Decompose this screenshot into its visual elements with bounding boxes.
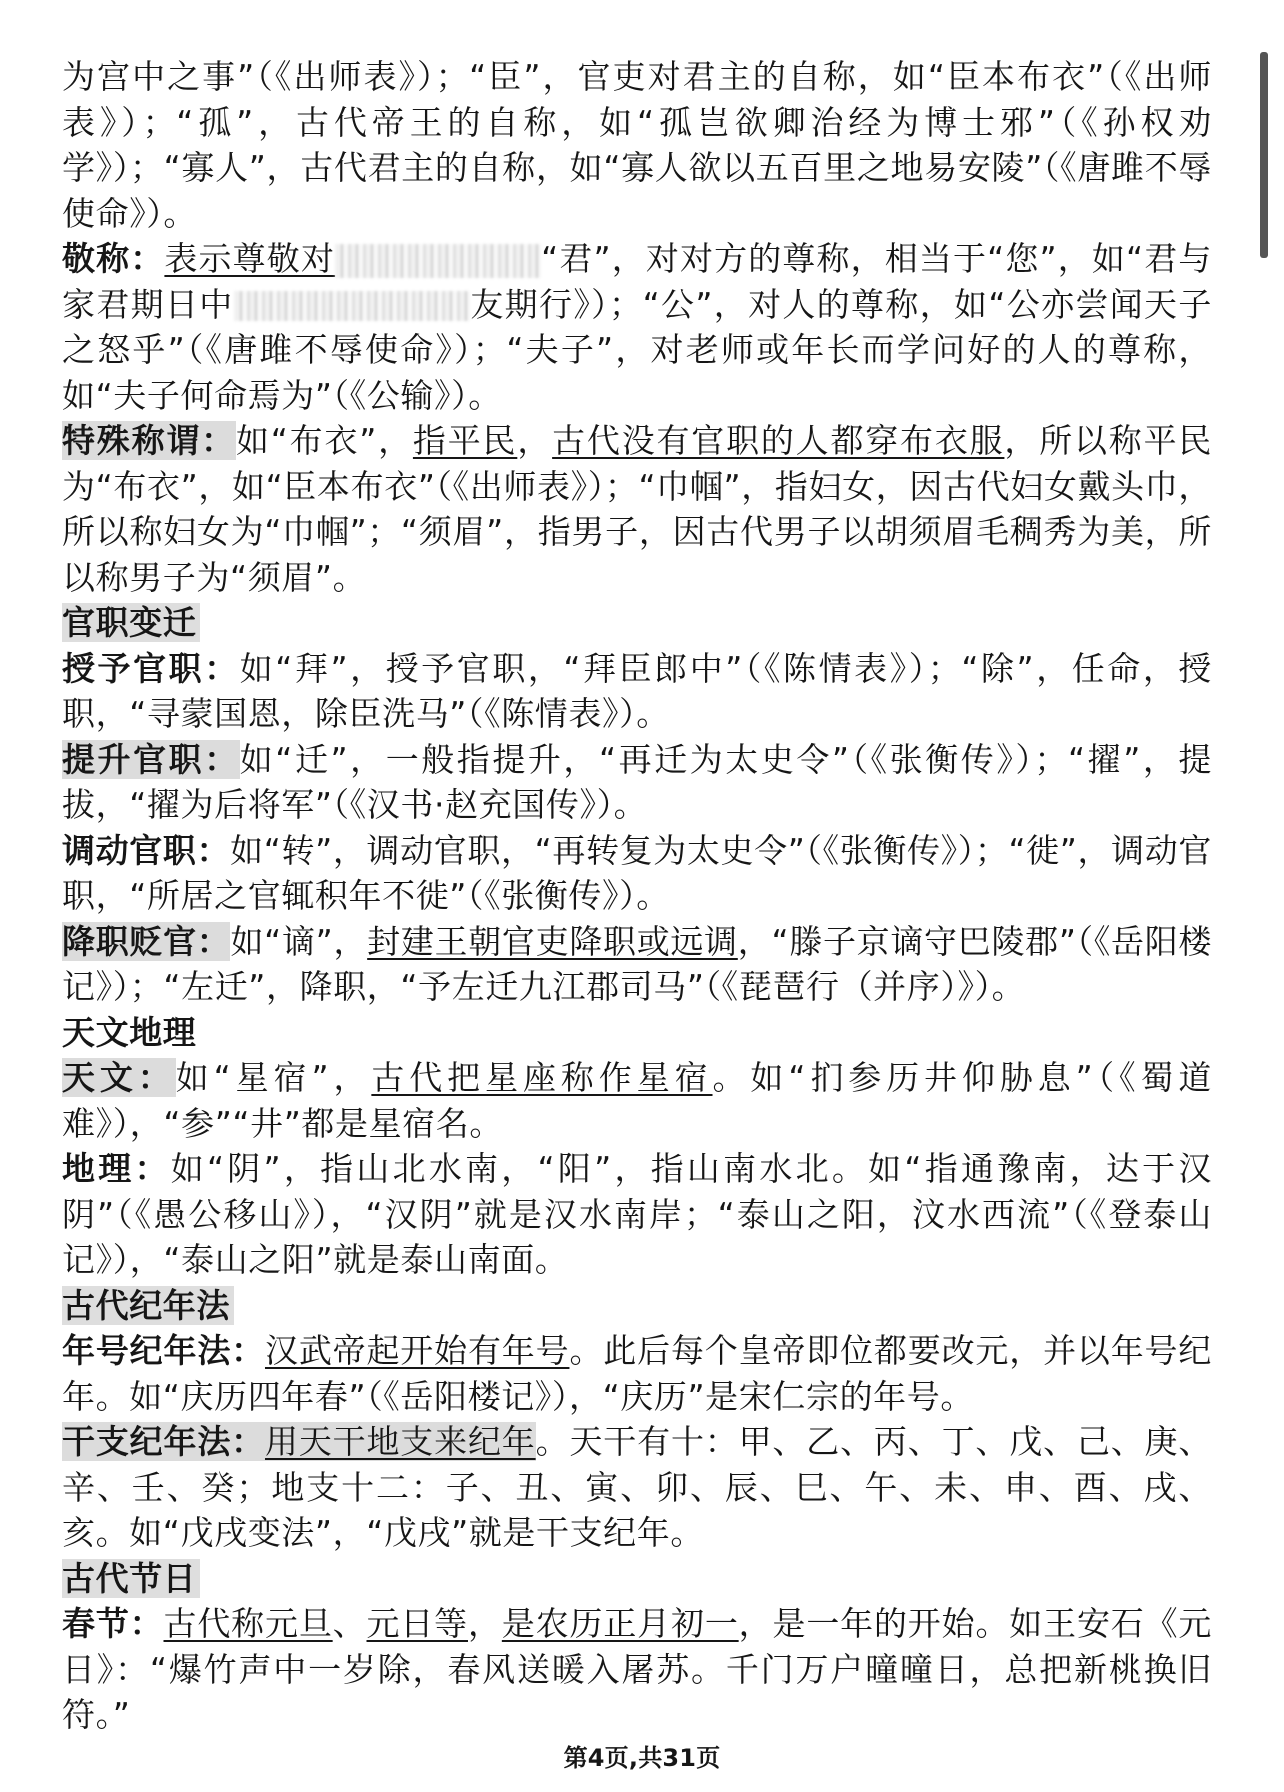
paragraph-ganzhi-chronology [62, 1419, 1212, 1556]
paragraph-text: 、 [332, 1604, 367, 1643]
paragraph-text: ，“滕子京谪守巴陵郡”（《岳阳楼记》）；“左迁”，降职，“予左迁九江郡司马”（《琵琶行（并序）》）。 [62, 921, 1213, 1006]
underlined-text: 古代称元旦 [163, 1604, 333, 1643]
paragraph-promotion [62, 737, 1212, 828]
paragraph-special-titles [62, 418, 1212, 600]
section-heading-astronomy-geography [62, 1010, 1212, 1056]
term-label: 特殊称谓： [62, 421, 236, 460]
paragraph-text: 。如“扪参历井仰胁息”（《蜀道难》），“参”“井”都是星宿名。 [62, 1058, 1212, 1143]
paragraph-text: ，是一年的开始。如王安石《元日》：“爆竹声中一岁除，春风送暖入屠苏。千门万户曈曈日，总把新桃换旧符。” [62, 1604, 1213, 1734]
section-heading-official-posts [62, 600, 1212, 646]
paragraph-astronomy [62, 1055, 1212, 1146]
paragraph-text: “君”，对对方的尊称，相当于“您”，如“君与家君期日中 [62, 239, 1212, 324]
underlined-text: 汉武帝起开始有年号 [264, 1331, 570, 1370]
underlined-text: 古代没有官职的人都穿布衣服 [552, 421, 1005, 460]
paragraph-text: 。此后每个皇帝即位都要改元，并以年号纪年。如“庆历四年春”（《岳阳楼记》），“庆历”是宋仁宗的年号。 [62, 1331, 1212, 1416]
term-label: 干支纪年法： [62, 1422, 265, 1461]
document-body [62, 54, 1212, 1738]
paragraph-text: ， [517, 421, 553, 460]
paragraph-text: ，所以称平民为“布衣”，如“臣本布衣”（《出师表》）；“巾帼”，指妇女，因古代妇女戴头巾，所以称妇女为“巾帼”；“须眉”，指男子，因古代男子以胡须眉毛稠秀为美，所以称男子为“须眉”。 [62, 421, 1212, 597]
paragraph-text: 如“阴”，指山北水南，“阳”，指山南水北。如“指通豫南，达于汉阴”（《愚公移山》），“汉阴”就是汉水南岸；“泰山之阳，汶水西流”（《登泰山记》），“泰山之阳”就是泰山南面。 [62, 1149, 1212, 1279]
paragraph-transfer [62, 828, 1212, 919]
underlined-text: 表示尊敬对 [164, 239, 336, 278]
heading-text: 官职变迁 [62, 603, 200, 642]
paragraph-text: 。天干有十：甲、乙、丙、丁、戊、己、庚、辛、壬、癸；地支十二：子、丑、寅、卯、辰、巳、午、未、申、酉、戌、亥。如“戊戌变法”，“戊戌”就是干支纪年。 [62, 1422, 1212, 1552]
paragraph-text: 为宫中之事”（《出师表》）；“臣”，官吏对君主的自称，如“臣本布衣”（《出师表》）；“孤”，古代帝王的自称，如“孤岂欲卿治经为博士邪”（《孙权劝学》）；“寡人”，古代君主的自称，如“寡人欲以五百里之地易安陵”（《唐雎不辱使命》）。 [62, 57, 1212, 233]
underlined-text: 封建王朝官吏降职或远调 [367, 921, 738, 961]
paragraph-geography [62, 1146, 1212, 1283]
section-heading-festivals [62, 1556, 1212, 1602]
paragraph-text: 如“拜”，授予官职，“拜臣郎中”（《陈情表》）；“除”，任命，授职，“寻蒙国恩，除臣洗马”（《陈情表》）。 [62, 648, 1213, 733]
paragraph-demotion [62, 919, 1212, 1010]
term-label: 天文： [62, 1058, 176, 1097]
page-number: 第4页,共31页 [563, 1744, 721, 1772]
paragraph-reign-title-chronology [62, 1328, 1212, 1419]
paragraph-honorifics [62, 236, 1212, 418]
underlined-text: 元日等 [366, 1604, 468, 1643]
heading-text: 古代节日 [62, 1559, 200, 1598]
paragraph-text: 如“布衣”， [235, 421, 413, 460]
scrollbar[interactable] [1260, 52, 1268, 258]
underlined-text: 古代把星座称作星宿 [371, 1058, 713, 1097]
paragraph-text: ， [468, 1604, 502, 1643]
paragraph-text: 如“迁”，一般指提升，“再迁为太史令”（《张衡传》）；“擢”，提拔，“擢为后将军”（《汉书·赵充国传》）。 [62, 739, 1212, 824]
term-label: 授予官职： [62, 648, 240, 688]
paragraph-self-titles [62, 54, 1212, 236]
underlined-text: 指平民 [412, 421, 518, 460]
term-label: 地理： [62, 1149, 171, 1188]
paragraph-appointment [62, 646, 1212, 737]
heading-text: 天文地理 [62, 1012, 197, 1052]
paragraph-text: 如“谪”， [230, 921, 368, 961]
term-label: 提升官职： [62, 739, 240, 779]
paragraph-text: 友期行》）；“公”，对人的尊称，如“公亦尝闻天子之怒乎”（《唐雎不辱使命》）；“夫子”，对老师或年长而学问好的人的尊称，如“夫子何命焉为”（《公输》）。 [62, 284, 1212, 415]
paragraph-text: 如“转”，调动官职，“再转复为太史令”（《张衡传》）；“徙”，调动官职，“所居之官辄积年不徙”（《张衡传》）。 [62, 830, 1212, 915]
redaction-blur [234, 291, 470, 321]
term-label: 敬称： [62, 239, 165, 278]
redaction-blur [335, 244, 541, 278]
underlined-text: 用天干地支来纪年 [264, 1422, 536, 1461]
section-heading-chronology [62, 1283, 1212, 1329]
term-label: 调动官职： [62, 830, 231, 870]
paragraph-text: 如“星宿”， [175, 1058, 372, 1097]
paragraph-spring-festival [62, 1601, 1212, 1738]
underlined-text: 是农历正月初一 [501, 1604, 739, 1643]
term-label: 春节： [62, 1604, 164, 1643]
heading-text: 古代纪年法 [62, 1286, 234, 1325]
term-label: 年号纪年法： [62, 1331, 265, 1370]
term-label: 降职贬官： [62, 921, 231, 961]
